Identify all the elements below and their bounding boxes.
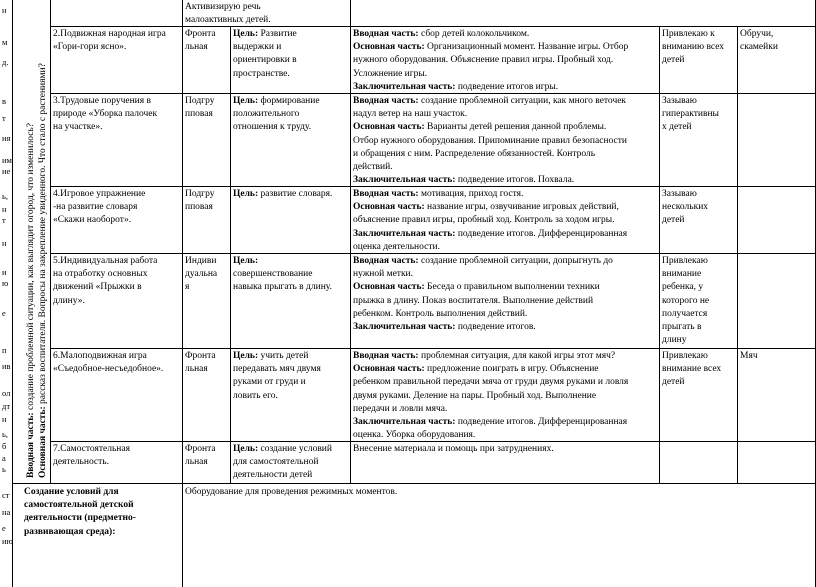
individual-work-line: ребенка, у xyxy=(662,282,704,293)
goal-line xyxy=(233,41,347,54)
equipment-cell xyxy=(737,442,815,483)
activity-name-cell xyxy=(50,254,182,348)
goal-text: отношения к труду. xyxy=(233,122,312,133)
process-line xyxy=(353,255,656,268)
process-line xyxy=(353,281,656,294)
process-line xyxy=(353,108,656,121)
fragment: на xyxy=(2,507,11,517)
activity-name-line: движений «Прыжки в xyxy=(53,282,142,293)
process-text: мотивация, приход гостя. xyxy=(418,189,524,199)
equipment-cell xyxy=(737,94,815,186)
process-text: прыжка в длину. Показ воспитателя. Выполнение действий xyxy=(353,295,594,306)
individual-work-line: вниманию всех xyxy=(662,42,725,53)
process-text: нужной метки. xyxy=(353,269,414,280)
goal-line xyxy=(233,121,347,134)
fragment: п xyxy=(2,345,7,355)
goal-line xyxy=(233,188,347,201)
process-text: Внесение материала и помощь при затруднениях. xyxy=(353,444,554,454)
fragment: ь xyxy=(2,464,6,474)
activity-name-cell xyxy=(50,442,182,483)
fragment: е xyxy=(2,523,6,533)
process-part-label: Основная часть: xyxy=(353,282,425,293)
goal-text: пространстве. xyxy=(233,68,290,79)
individual-work-line: детей xyxy=(662,215,685,226)
activity-name-cell xyxy=(50,349,182,441)
activity-form-line: льная xyxy=(185,457,208,468)
activity-form-cell xyxy=(182,27,230,93)
individual-work-line: которого не xyxy=(662,295,710,306)
process-text: нужного оборудования. Объяснение правил игры. Пробный ход. xyxy=(353,55,614,66)
process-line xyxy=(353,161,656,174)
activity-name-line: «Скажи наоборот». xyxy=(53,215,132,226)
left-cropped-column xyxy=(0,0,12,587)
activity-name-line: длину». xyxy=(53,295,85,306)
activity-form-cell xyxy=(182,187,230,253)
fragment: т xyxy=(2,215,6,225)
fragment: н xyxy=(2,5,7,15)
activity-form-line: я xyxy=(185,282,190,293)
activity-form-line: Индиви xyxy=(185,256,217,266)
process-text: проблемная ситуация, для какой игры этот мяч? xyxy=(418,351,616,361)
equipment-line: Обручи, xyxy=(740,29,774,39)
process-line xyxy=(353,81,656,93)
activity-goal-cell xyxy=(230,349,350,441)
activity-name-line: природе «Уборка палочек xyxy=(53,109,158,120)
fragment: б xyxy=(2,441,7,451)
individual-work-cell xyxy=(659,187,737,253)
activity-process-cell xyxy=(350,254,659,348)
activity-form-line: пповая xyxy=(185,109,213,120)
goal-text: совершенствование xyxy=(233,269,313,280)
goal-text: формирование xyxy=(258,96,320,106)
process-text: объяснение правил игры, пробный ход. Контроль за ходом игры. xyxy=(353,215,615,226)
process-text: подведение итогов. Дифференцированная xyxy=(455,417,628,428)
process-line xyxy=(353,403,656,416)
goal-line xyxy=(233,108,347,121)
process-text: сбор детей колокольчиком. xyxy=(418,29,530,39)
process-line xyxy=(353,214,656,227)
activity-name-line: 6.Малоподвижная игра xyxy=(53,351,147,361)
activity-name-line: 5.Индивидуальная работа xyxy=(53,256,158,266)
process-part-label: Основная часть: xyxy=(353,42,425,53)
process-part-label: Заключительная часть: xyxy=(353,81,456,92)
activity-name-line: 4.Игровое упражнение xyxy=(53,189,146,199)
rotated-line-2: Основная часть: рассказ воспитателя. Вопросы на закрепление увиденного. Что стало с растениями? xyxy=(38,63,48,478)
process-line xyxy=(353,268,656,281)
activity-name-line: на отработку основных xyxy=(53,269,148,280)
process-part-label: Основная часть: xyxy=(353,122,425,133)
activity-form-line: Подгру xyxy=(185,96,215,106)
fragment: в xyxy=(2,96,7,106)
equipment-cell xyxy=(737,27,815,93)
process-part-label: Заключительная часть: xyxy=(353,417,456,428)
individual-work-line: детей xyxy=(662,377,685,388)
activity-process-cell xyxy=(350,187,659,253)
goal-label: Цель: xyxy=(233,256,259,266)
process-line xyxy=(353,68,656,81)
goal-text: деятельности детей xyxy=(233,470,313,481)
individual-work-line: Привлекаю к xyxy=(662,29,715,39)
goal-line xyxy=(233,469,347,482)
process-line xyxy=(353,28,656,41)
goal-line xyxy=(233,28,347,41)
goal-text: учить детей xyxy=(258,351,309,361)
goal-text: навыка прыгать в длину. xyxy=(233,282,332,293)
activity-form-cell xyxy=(182,94,230,186)
fragment: ие xyxy=(2,166,11,176)
individual-work-cell xyxy=(659,442,737,483)
process-line xyxy=(353,228,656,241)
process-text: передачи и ловли мяча. xyxy=(353,403,448,414)
individual-work-line: Зазываю xyxy=(662,189,697,199)
individual-work-line: длину xyxy=(662,335,687,346)
process-line xyxy=(353,416,656,429)
fragment: дт xyxy=(2,401,11,411)
goal-label: Цель: xyxy=(233,96,259,106)
process-line xyxy=(353,201,656,214)
process-text: ребенком правильной передачи мяча от груди двумя руками и ловля xyxy=(353,377,629,388)
goal-line xyxy=(233,443,347,456)
process-text: двумя руками. Деление на пары. Пробный ход. Выполнение xyxy=(353,390,597,401)
individual-work-line: Зазываю xyxy=(662,96,697,106)
process-text: ребенком. Контроль выполнения действий. xyxy=(353,308,528,319)
goal-text: передавать мяч двумя xyxy=(233,364,321,375)
activity-name-cell xyxy=(50,187,182,253)
process-part-label: Вводная часть: xyxy=(353,256,419,266)
process-line xyxy=(353,376,656,389)
process-part-label: Заключительная часть: xyxy=(353,228,456,239)
activity-process-cell xyxy=(350,349,659,441)
process-line xyxy=(353,350,656,363)
goal-text: положительного xyxy=(233,109,300,120)
equipment-cell xyxy=(737,254,815,348)
individual-work-line: Привлекаю xyxy=(662,351,708,361)
process-text: действий. xyxy=(353,162,393,173)
individual-work-cell xyxy=(659,349,737,441)
activity-goal-cell xyxy=(230,94,350,186)
activity-goal-cell xyxy=(230,187,350,253)
goal-text: ориентировки в xyxy=(233,55,297,66)
goal-line xyxy=(233,54,347,67)
process-text: подведение итогов. Дифференцированная xyxy=(455,228,628,239)
top-fragment-cell xyxy=(182,0,350,26)
process-text: и обращения с ним. Распределение обязанностей. Контроль xyxy=(353,148,596,159)
activity-form-line: дуальна xyxy=(185,269,218,280)
goal-label: Цель: xyxy=(233,351,259,361)
process-text: подведение итогов. Похвала. xyxy=(455,175,575,186)
activity-process-cell xyxy=(350,27,659,93)
process-text: создание проблемной ситуации, допрыгнуть до xyxy=(418,256,613,266)
individual-work-line: гиперактивны xyxy=(662,109,719,120)
goal-line xyxy=(233,255,347,268)
process-text: Отбор нужного оборудования. Припоминание правил безопасности xyxy=(353,135,627,146)
goal-text: Развитие xyxy=(258,29,297,39)
process-line xyxy=(353,41,656,54)
individual-work-line: получается xyxy=(662,308,708,319)
activity-form-line: Фронта xyxy=(185,29,216,39)
process-line xyxy=(353,174,656,186)
equipment-line: скамейки xyxy=(740,42,778,53)
fragment: им xyxy=(2,155,12,165)
activity-name-line: на участке». xyxy=(53,122,103,133)
activity-form-cell xyxy=(182,442,230,483)
process-part-label: Основная часть: xyxy=(353,364,425,375)
equipment-cell xyxy=(737,187,815,253)
footer-label-line: развивающая среда): xyxy=(24,526,116,537)
goal-line xyxy=(233,363,347,376)
activity-name-line: 3.Трудовые поручения в xyxy=(53,96,151,106)
fragment: м xyxy=(2,37,8,47)
rotated-line-1: Вводная часть: создание проблемной ситуации, как выглядит огород, что изменилось? xyxy=(26,123,36,478)
process-part-label: Вводная часть: xyxy=(353,189,419,199)
activity-process-cell xyxy=(350,94,659,186)
fragment: и xyxy=(2,267,7,277)
goal-label: Цель: xyxy=(233,189,259,199)
process-text: надул ветер на наш участок. xyxy=(353,109,468,120)
goal-line xyxy=(233,95,347,108)
goal-text: развитие словаря. xyxy=(258,189,333,199)
process-part-label: Вводная часть: xyxy=(353,351,419,361)
goal-label: Цель: xyxy=(233,29,259,39)
process-line xyxy=(353,308,656,321)
individual-work-line: внимание xyxy=(662,269,702,280)
fragment: а xyxy=(2,453,6,463)
process-part-label: Основная часть: xyxy=(353,202,425,213)
goal-line xyxy=(233,268,347,281)
top-fragment-line: Активизирую речь xyxy=(185,2,261,12)
process-line xyxy=(353,54,656,67)
activity-name-line: деятельность. xyxy=(53,457,110,468)
fragment: ол xyxy=(2,388,11,398)
process-line xyxy=(353,241,656,253)
footer-text-cell xyxy=(182,484,582,504)
process-line xyxy=(353,390,656,403)
footer-label-line: самостоятельной детской xyxy=(24,500,134,511)
activity-name-line: 7.Самостоятельная xyxy=(53,444,130,454)
fragment: ь, xyxy=(2,191,9,201)
activity-goal-cell xyxy=(230,27,350,93)
footer-label-line: Создание условий для xyxy=(24,487,119,497)
goal-line xyxy=(233,376,347,389)
fragment: е xyxy=(2,308,6,318)
process-text: предложение поиграть в игру. Объяснение xyxy=(424,364,599,375)
process-line xyxy=(353,321,656,334)
goal-line xyxy=(233,390,347,403)
activity-form-line: Фронта xyxy=(185,351,216,361)
fragment: ь, xyxy=(2,429,9,439)
activity-form-line: льная xyxy=(185,42,208,53)
process-text: оценка деятельности. xyxy=(353,241,440,252)
process-line xyxy=(353,121,656,134)
individual-work-line: внимание всех xyxy=(662,364,722,375)
process-line xyxy=(353,443,656,456)
process-text: подведение итогов игры. xyxy=(455,81,559,92)
fragment: т xyxy=(2,113,6,123)
individual-work-line: Привлекаю xyxy=(662,256,708,266)
individual-work-line: нескольких xyxy=(662,202,709,213)
goal-text: создание условий xyxy=(258,444,332,454)
individual-work-cell xyxy=(659,254,737,348)
goal-line xyxy=(233,68,347,81)
activity-name-line: 2.Подвижная народная игра xyxy=(53,29,166,39)
fragment: ю xyxy=(2,278,9,288)
process-part-label: Вводная часть: xyxy=(353,96,419,106)
activity-form-line: льная xyxy=(185,364,208,375)
process-text: создание проблемной ситуации, как много веточек xyxy=(418,96,627,106)
activity-name-line: «Гори-гори ясно». xyxy=(53,42,127,53)
process-line xyxy=(353,429,656,441)
fragment: ст xyxy=(2,490,10,500)
process-line xyxy=(353,135,656,148)
process-line xyxy=(353,363,656,376)
activity-form-cell xyxy=(182,254,230,348)
activity-name-line: «Съедобное-несъедобное». xyxy=(53,364,164,375)
activity-name-line: -на развитие словаря xyxy=(53,202,138,213)
goal-line xyxy=(233,456,347,469)
fragment: ия xyxy=(2,133,11,143)
fragment: ив xyxy=(2,361,11,371)
process-text: Организационный момент. Название игры. Отбор xyxy=(424,42,629,53)
goal-text: выдержки и xyxy=(233,42,282,53)
activity-process-cell xyxy=(350,442,659,483)
activity-form-line: Фронта xyxy=(185,444,216,454)
footer-label-cell xyxy=(12,484,182,584)
activity-form-line: пповая xyxy=(185,202,213,213)
top-fragment-line: малоактивных детей. xyxy=(185,15,271,26)
goal-line xyxy=(233,281,347,294)
equipment-line: Мяч xyxy=(740,351,758,361)
process-text: Усложнение игры. xyxy=(353,68,428,79)
process-line xyxy=(353,148,656,161)
fragment: н xyxy=(2,414,7,424)
activity-goal-cell xyxy=(230,442,350,483)
process-part-label: Заключительная часть: xyxy=(353,175,456,186)
process-text: подведение итогов. xyxy=(455,322,536,333)
individual-work-line: х детей xyxy=(662,122,692,133)
individual-work-line: детей xyxy=(662,55,685,66)
activity-form-line: Подгру xyxy=(185,189,215,199)
process-part-label: Вводная часть: xyxy=(353,29,419,39)
footer-label-line: деятельности (предметно- xyxy=(24,513,136,524)
activity-form-cell xyxy=(182,349,230,441)
individual-work-cell xyxy=(659,27,737,93)
goal-label: Цель: xyxy=(233,444,259,454)
fragment: ию xyxy=(2,536,13,546)
fragment: н xyxy=(2,238,7,248)
fragment: д. xyxy=(2,57,9,67)
individual-work-line: прыгать в xyxy=(662,322,702,333)
process-text: название игры, озвучивание игровых действий, xyxy=(424,202,619,213)
process-text: Беседа о правильном выполнении техники xyxy=(424,282,600,293)
process-part-label: Заключительная часть: xyxy=(353,322,456,333)
goal-line xyxy=(233,350,347,363)
activity-goal-cell xyxy=(230,254,350,348)
process-text: оценка. Уборка оборудования. xyxy=(353,430,476,441)
fragment: н xyxy=(2,204,7,214)
process-text: Варианты детей решения данной проблемы. xyxy=(424,122,607,133)
goal-text: для самостоятельной xyxy=(233,457,319,468)
goal-text: ловить его. xyxy=(233,390,278,401)
goal-text: руками от груди и xyxy=(233,377,306,388)
equipment-cell xyxy=(737,349,815,441)
process-line xyxy=(353,295,656,308)
individual-work-cell xyxy=(659,94,737,186)
footer-text: Оборудование для проведения режимных моментов. xyxy=(185,487,398,497)
activity-name-cell xyxy=(50,94,182,186)
activity-name-cell xyxy=(50,27,182,93)
process-line xyxy=(353,188,656,201)
process-line xyxy=(353,95,656,108)
